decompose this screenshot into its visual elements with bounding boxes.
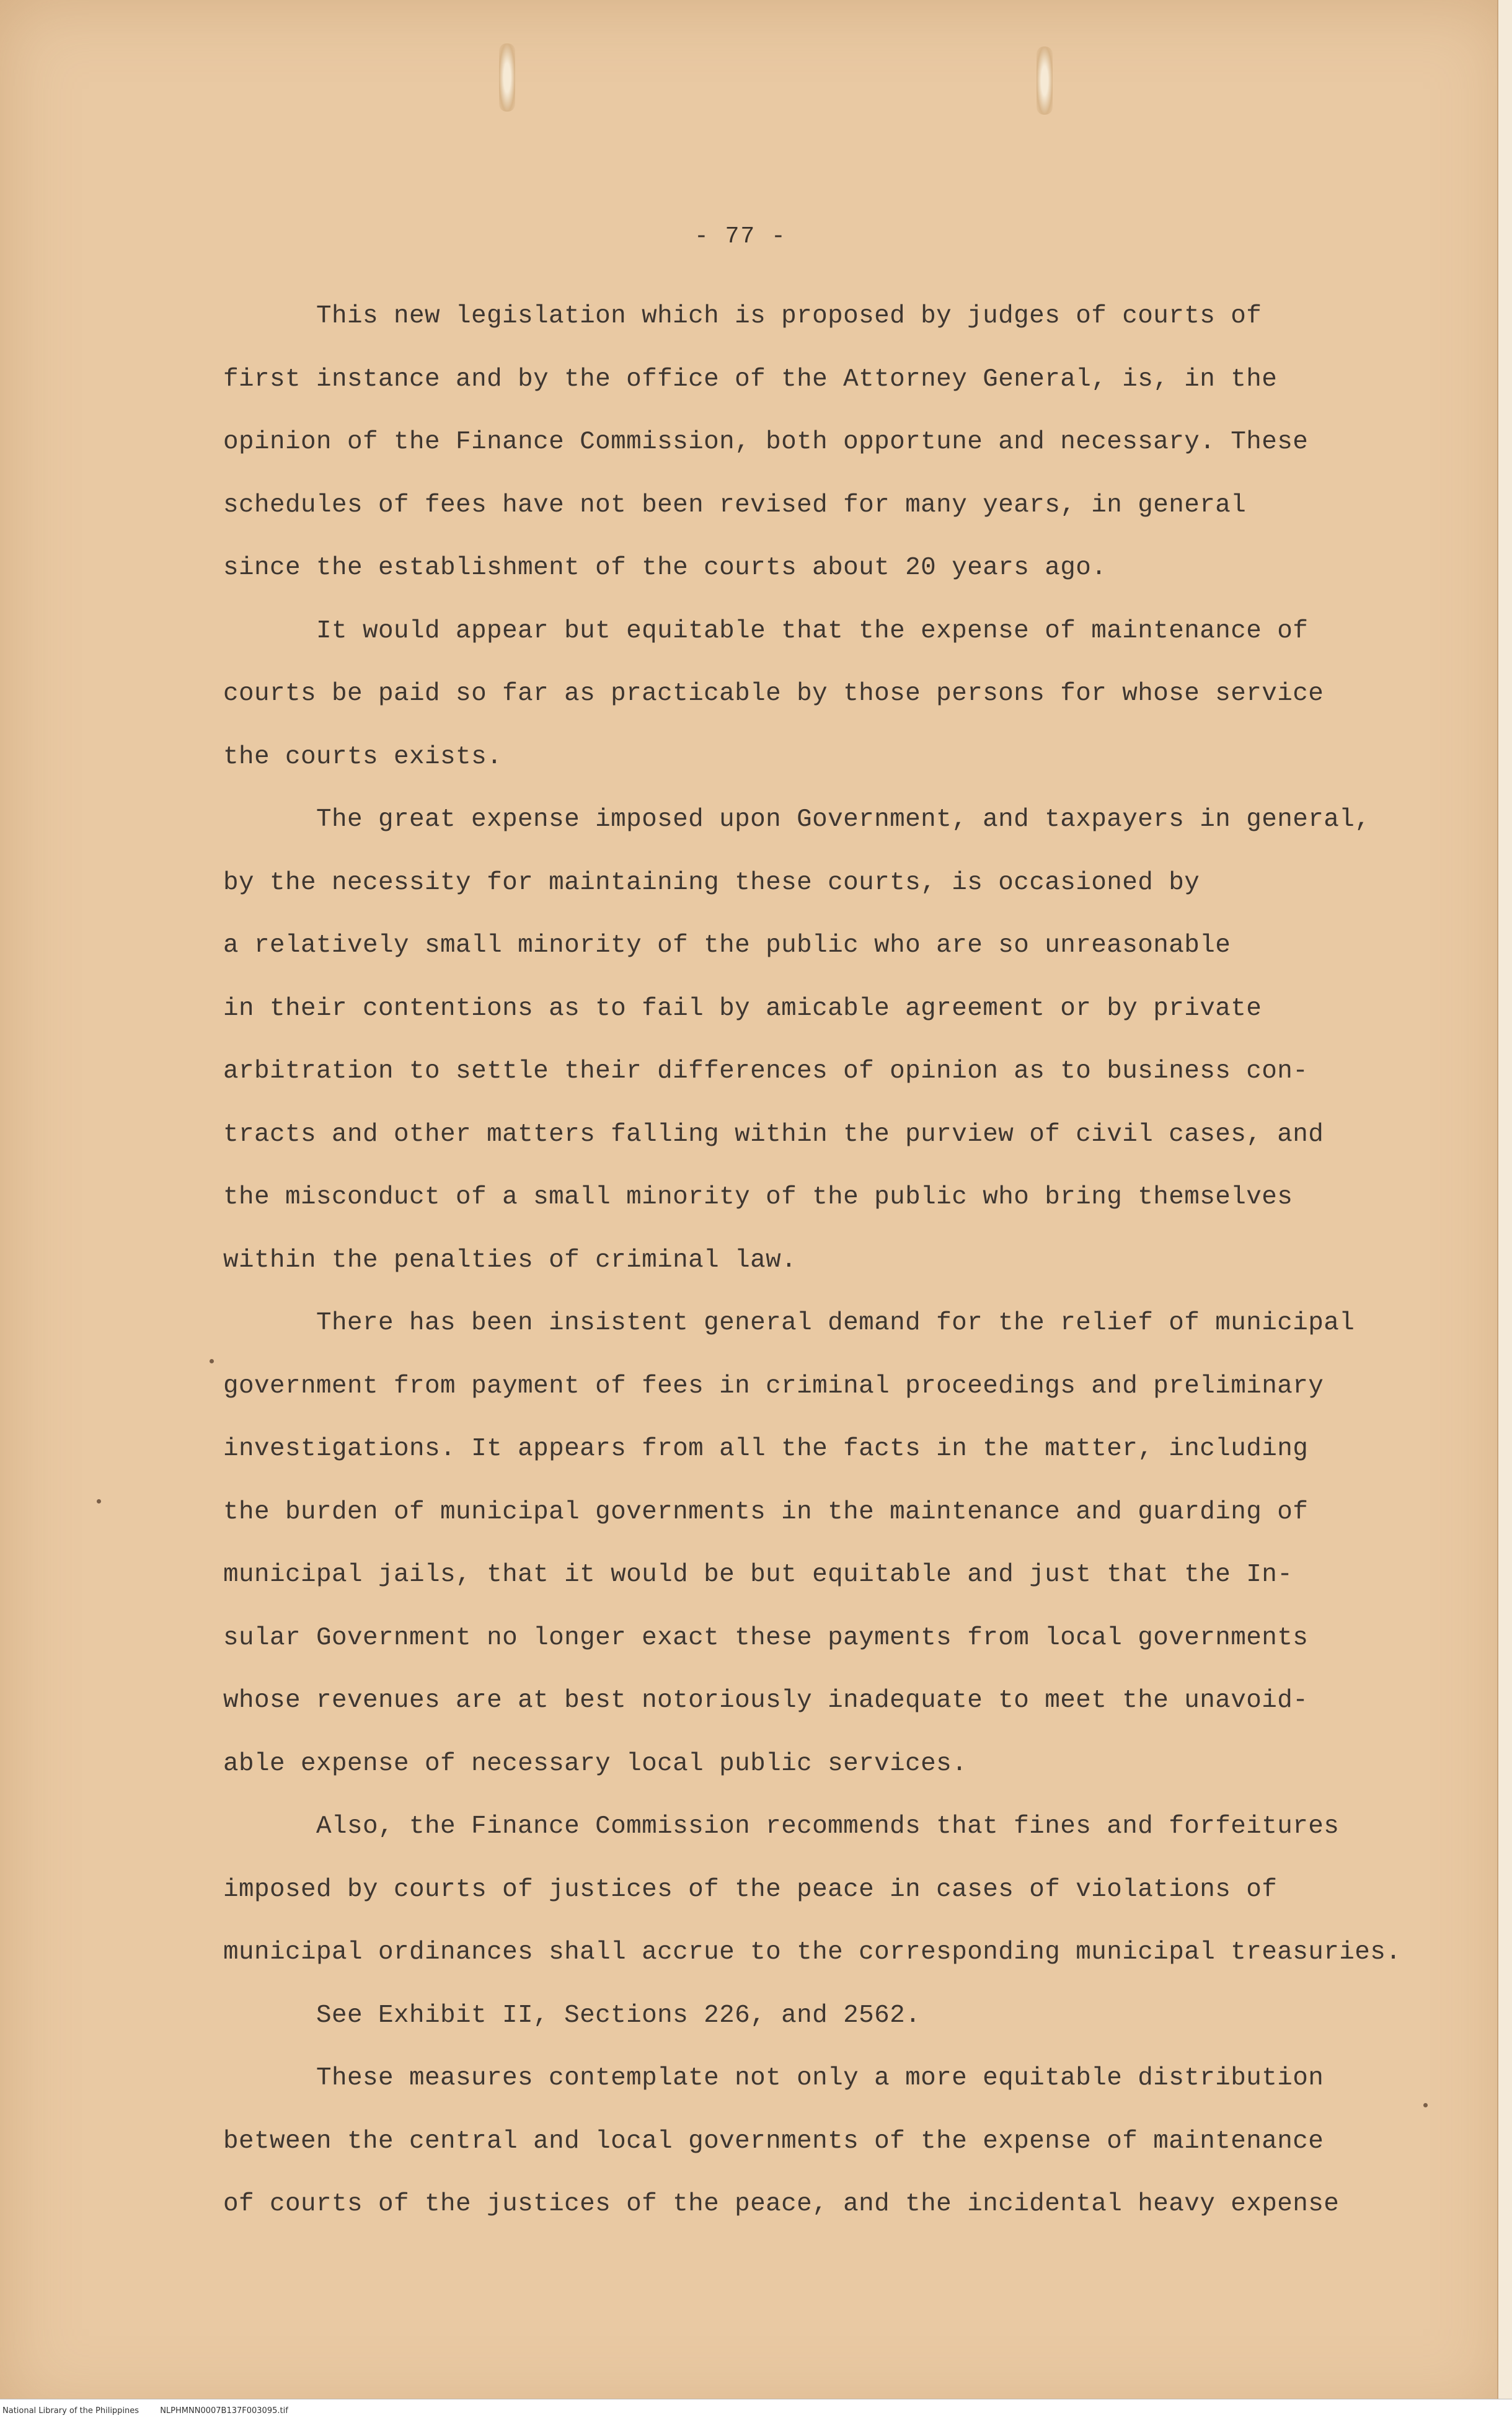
text-line: whose revenues are at best notoriously inadequate to meet the unavoid- [223, 1686, 1309, 1715]
footer-library: National Library of the Philippines [2, 2406, 139, 2416]
text-line: a relatively small minority of the public who are so unreasonable [223, 931, 1231, 960]
scan-footer [0, 2399, 1512, 2418]
punch-hole-right [1037, 46, 1053, 115]
text-line: schedules of fees have not been revised for many years, in general [223, 490, 1247, 520]
text-line: arbitration to settle their differences of opinion as to business con- [223, 1057, 1309, 1086]
paper-speck [97, 1499, 101, 1504]
text-line: opinion of the Finance Commission, both opportune and necessary. These [223, 428, 1309, 456]
footer-file-id: NLPHMNN0007B137F003095.tif [160, 2406, 288, 2416]
text-line: This new legislation which is proposed by judges of courts of [316, 302, 1262, 330]
punch-hole-left [499, 43, 515, 112]
page-number: - 77 - [694, 223, 787, 250]
text-line: government from payment of fees in criminal proceedings and preliminary [223, 1371, 1324, 1401]
footer-caption [2, 2406, 288, 2416]
text-line: since the establishment of the courts about 20 years ago. [223, 554, 1107, 582]
text-line: Also, the Finance Commission recommends that fines and forfeitures [316, 1812, 1340, 1841]
paragraph [223, 1985, 1420, 2048]
text-line: The great expense imposed upon Government, and taxpayers in general, [316, 805, 1371, 834]
paragraph [223, 1292, 1420, 1796]
document-body [223, 285, 1420, 2236]
text-line: in their contentions as to fail by amicable agreement or by private [223, 994, 1262, 1023]
text-line: investigations. It appears from all the facts in the matter, including [223, 1435, 1309, 1463]
text-line: the burden of municipal governments in the maintenance and guarding of [223, 1497, 1309, 1526]
text-line: the misconduct of a small minority of the public who bring themselves [223, 1183, 1293, 1211]
text-line: first instance and by the office of the Attorney General, is, in the [223, 365, 1278, 394]
text-line: by the necessity for maintaining these courts, is occasioned by [223, 868, 1200, 897]
text-line: These measures contemplate not only a more equitable distribution [316, 2064, 1324, 2092]
paragraph [223, 285, 1420, 600]
text-line: able expense of necessary local public services. [223, 1749, 968, 1778]
text-line: within the penalties of criminal law. [223, 1246, 797, 1275]
paragraph [223, 1796, 1420, 1985]
paper-speck [210, 1359, 214, 1363]
paper-speck [1423, 2103, 1428, 2107]
text-line: municipal ordinances shall accrue to the corresponding municipal treasuries. [223, 1938, 1402, 1967]
text-line: There has been insistent general demand for the relief of municipal [316, 1309, 1355, 1337]
text-line: the courts exists. [223, 742, 503, 771]
text-line: municipal jails, that it would be but equitable and just that the In- [223, 1561, 1293, 1589]
paragraph [223, 2047, 1420, 2236]
text-line: between the central and local governments of the expense of maintenance [223, 2127, 1324, 2156]
text-line: It would appear but equitable that the expense of maintenance of [316, 616, 1309, 645]
text-line: tracts and other matters falling within the purview of civil cases, and [223, 1120, 1324, 1149]
text-line: See Exhibit II, Sections 226, and 2562. [316, 2001, 921, 2030]
text-line: courts be paid so far as practicable by those persons for whose service [223, 680, 1324, 708]
text-line: imposed by courts of justices of the peace in cases of violations of [223, 1875, 1278, 1904]
scanner-edge [1497, 0, 1512, 2418]
text-line: sular Government no longer exact these payments from local governments [223, 1623, 1309, 1652]
paragraph [223, 789, 1420, 1292]
paragraph [223, 600, 1420, 789]
text-line: of courts of the justices of the peace, and the incidental heavy expense [223, 2190, 1340, 2218]
